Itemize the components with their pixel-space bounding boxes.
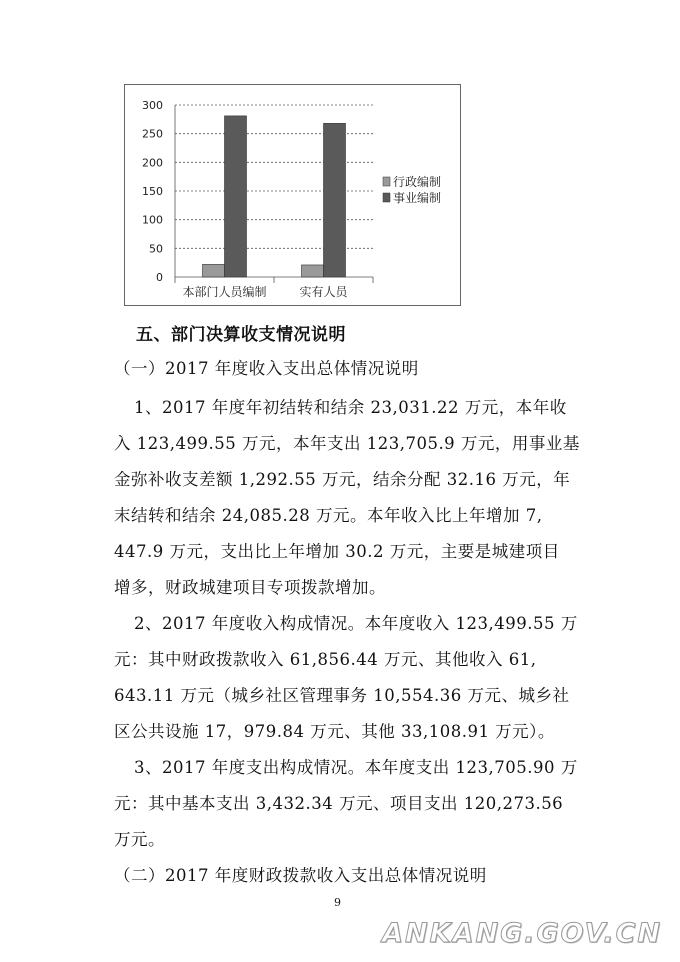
y-tick-label: 200 bbox=[142, 156, 163, 170]
chart-canvas bbox=[125, 85, 460, 305]
staffing-bar-chart bbox=[124, 84, 461, 306]
bar-institution bbox=[324, 123, 346, 277]
para2-line1: 2、2017 年度收入构成情况。本年度收入 123,499.55 万 bbox=[134, 614, 578, 633]
para2-line3: 643.11 万元（城乡社区管理事务 10,554.36 万元、城乡社 bbox=[114, 686, 570, 705]
para2-line2: 元：其中财政拨款收入 61,856.44 万元、其他收入 61, bbox=[114, 650, 537, 669]
legend-label: 事业编制 bbox=[393, 191, 442, 205]
para1-line4: 末结转和结余 24,085.28 万元。本年收入比上年增加 7, bbox=[114, 506, 543, 525]
y-tick-label: 250 bbox=[142, 127, 163, 141]
legend-swatch bbox=[383, 193, 390, 202]
para1-line6: 增多，财政城建项目专项拨款增加。 bbox=[114, 578, 386, 597]
y-tick-label: 50 bbox=[149, 242, 163, 256]
bar-admin bbox=[203, 264, 225, 277]
para1-line3: 金弥补收支差额 1,292.55 万元，结余分配 32.16 万元，年 bbox=[114, 470, 571, 489]
para1-line1: 1、2017 年度年初结转和结余 23,031.22 万元，本年收 bbox=[134, 398, 567, 417]
watermark-text: ANKANG.GOV.CN bbox=[382, 918, 662, 949]
bar-institution bbox=[225, 116, 247, 277]
para1-line2: 入 123,499.55 万元，本年支出 123,705.9 万元，用事业基 bbox=[114, 434, 580, 453]
legend-label: 行政编制 bbox=[393, 175, 442, 189]
para3-line2: 元：其中基本支出 3,432.34 万元、项目支出 120,273.56 bbox=[114, 794, 564, 813]
legend-swatch bbox=[383, 177, 390, 186]
para1-line5: 447.9 万元，支出比上年增加 30.2 万元，主要是城建项目 bbox=[114, 542, 560, 561]
bar-admin bbox=[302, 265, 324, 277]
y-tick-label: 0 bbox=[156, 271, 163, 284]
y-tick-label: 300 bbox=[142, 99, 163, 112]
para3-line3: 万元。 bbox=[114, 830, 165, 849]
subsection-title-1: （一）2017 年度收入支出总体情况说明 bbox=[114, 359, 419, 378]
x-category-label: 本部门人员编制 bbox=[182, 285, 267, 299]
page-number: 9 bbox=[334, 896, 341, 909]
x-category-label: 实有人员 bbox=[299, 285, 348, 299]
para3-line1: 3、2017 年度支出构成情况。本年度支出 123,705.90 万 bbox=[134, 758, 578, 777]
section-heading: 五、部门决算收支情况说明 bbox=[136, 325, 346, 345]
subsection-title-2: （二）2017 年度财政拨款收入支出总体情况说明 bbox=[114, 866, 487, 885]
y-tick-label: 150 bbox=[142, 185, 163, 198]
para2-line4: 区公共设施 17，979.84 万元、其他 33,108.91 万元）。 bbox=[114, 722, 555, 741]
y-tick-label: 100 bbox=[142, 213, 163, 227]
